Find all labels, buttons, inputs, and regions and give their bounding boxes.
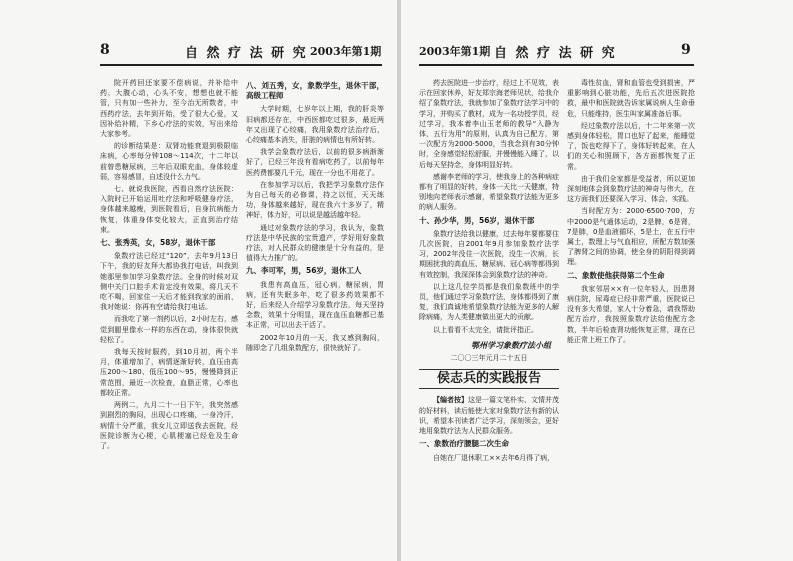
editor-note — [419, 395, 559, 436]
paragraph: 我学会象数疗法后，以前的很多病渐渐好了，已经三年没有看病吃药了，以前每年医药费都要几千元，现在一分也不用花了。 — [246, 148, 384, 177]
issue-label: 2003年第1期 — [419, 45, 491, 58]
right-header — [419, 42, 694, 62]
paragraph: 当时配方为：2000·6500·700，方中2000是气通体运动，2是脾，6是肾，7是肺，0是血液循环，5是土，在五行中属土，数理上与气血相应，所配方数加强了脾肾之间的协调，使全身的阴阳得到调理。 — [567, 207, 695, 267]
paragraph: 大学时期，七岁年以上期，我的肝炎等旧病都还存在，中西医都吃过很多，最近两年又出现了心绞痛，我用象数疗法治疗后，心绞痛基本消失，肝脏的病情也有所好转。 — [246, 105, 384, 145]
section-heading: 一、象数治疗腰腿二次生命 — [419, 439, 509, 449]
paragraph: 我每天按时服药，到10月初，两个半月，体重增加了，病情逐渐好转，血压由高压200～180、低压100～95，慢慢降到正常范围，最近一次检查，血脂正常，心率也都较正常。 — [100, 348, 238, 397]
paragraph: 通过对象数疗法的学习，我认为，象数疗法是中华民族的宝贵遗产，学好用好象数疗法，对人民群众的健康是十分有益的，是值得大力推广的。 — [246, 223, 384, 263]
paragraph: 我患有高血压，冠心病，糖尿病，胃病，还有失眠多年，吃了很多药效果都不好，后来经人介绍学习象数疗法，每天坚持念数，效果十分明显，现在血压血糖都已基本正常，可以出去干活了。 — [246, 280, 384, 330]
section-heading: 九、李可军，男，56岁，退休工人 — [246, 266, 362, 276]
section-heading: 八、刘五秀，女，象数学生，退休干部，高级工程师 — [246, 81, 384, 101]
right-page — [401, 0, 793, 561]
text-column-4 — [567, 78, 695, 548]
paragraph: 以上看看不太完全，请批评指正。 — [433, 325, 538, 334]
paragraph: 两例二，九月二十一日下午，我突然感到剧烈的胸闷，出现心口疼痛，一身冷汗，病情十分严重，我女儿立即送我去医院，经医院诊断为心梗，心肌梗塞已经危及生命了。 — [100, 401, 238, 450]
section-heading: 二、象数使他获得第二个生命 — [567, 270, 665, 280]
text-column-1 — [100, 78, 238, 548]
page-number: 8 — [100, 42, 110, 58]
text-column-2 — [246, 78, 384, 548]
article-title: 侯志兵的实践报告 — [419, 369, 559, 389]
issue-label: 2003年第1期 — [310, 45, 382, 58]
text-column-3 — [419, 78, 559, 548]
signature: 鄂州学习象数疗法小组 — [471, 340, 551, 350]
paragraph: 我家邻居××有一位年轻人，因患肾病住院，尿毒症已经非常严重，医院说已没有多大希望，家人十分着急，请我帮助配方治疗，我按照象数疗法给他配方念数，半年后检查肾功能恢复正常，现在已能正常上班工作了。 — [567, 284, 695, 344]
journal-title: 自 然 疗 法 研 究 — [185, 46, 308, 61]
paragraph: 经过象数疗法以后，十二年来第一次感到身体轻松，胃口也好了起来，能睡觉了，饭也吃得下了，身体好转起来，在人们的关心和照顾下，各方面都恢复了正常。 — [567, 121, 695, 171]
editor-note-text: 这是一篇文笔朴实、文情并茂的好材料，读后能使大家对象数疗法有新的认识，希望本刊读者广泛学习，深刻领会，更好地用象数疗法为人民群众服务。 — [419, 396, 559, 436]
paragraph: 院开药回还家要不偿病说，并补给中药，大腹心动，心头不安，想想也就不能管，只有加一些补力，至今治无所数者，中西药疗法，去年到开始，受了很大心爱，又因补给补精，下乡心疗法的实效，写出来给大家参考。 — [100, 79, 238, 139]
page-number: 9 — [681, 42, 691, 58]
paragraph: 毒性贫血，肾和血管也受到损害，严重影响到心脏功能，先后五次进医院抢救，最中和医院就告诉家属说病人生命垂危，只能维持，医生叫家属准备后事。 — [567, 79, 695, 118]
left-header — [100, 42, 382, 62]
section-heading: 十、孙少华，男，56岁，退休干部 — [419, 215, 535, 225]
paragraph: 七、就说我医院，西看自然疗法医院：入院时已开始运用吐疗法和呼吸健身疗法，身体越来越瘦，到医院看后，自身抗病能力恢复，体重身体变化较大，正直到治疗结束。 — [100, 185, 238, 234]
paragraph: 自她在厂退休职工××去年6月得了病， — [433, 453, 555, 462]
paragraph: 象数疗法给我以健康，过去每年要都要住几次医院，自2001年9月参加象数疗法学习，2002年没住一次医院，没生一次病，长期困扰我的高血压、糖尿病、冠心病等都得到有效控制，我深深体会到象数疗法的神奇。 — [419, 229, 559, 279]
paragraph: 感谢李老师的学习，使我身上的各种病症都有了明显的好转，身体一天比一天健康，特别地向老师表示感谢，希望象数疗法能为更多的病人服务。 — [419, 172, 559, 212]
paragraph: 以上这几位学员都是我们象数班中的学员，他们通过学习象数疗法，身体都得到了康复，我们真诚地希望象数疗法能为更多的人解除病痛，为人类健康做出更大的贡献。 — [419, 282, 559, 322]
section-heading: 七、张秀英，女，58岁，退休干部 — [100, 238, 216, 248]
editor-note-label: 【编者按】 — [433, 396, 468, 405]
paragraph: 在参加学习以后，我把学习象数疗法作为自己每天的必修课，持之以恒，天天练功，身体越来越好，现在我六十多岁了，精神好，体力好，可以说是越活越年轻。 — [246, 180, 384, 220]
paragraph: 药去医院进一步治疗，经过上不见效，表示在回家休养，好友郑宗海老师见状，给我介绍了象数疗法，我就参加了象数疗法学习中的学习，并购买了教材，成为一名功授学员，经过学习，我本着李山玉老师的教导“入静为体，五行为用”的原则，认真为自己配方，第一次配方为2000·5000，当我念到有30分钟时，全身感觉轻松舒服，并慢慢能入睡了，以后每天坚持念，身体明显好转。 — [419, 79, 559, 169]
paragraph: 由于我们全家都是受益者，所以更加深刻地体会到象数疗法的神奇与伟大，在这方面我们还要深入学习、体会、实践。 — [567, 174, 695, 204]
paragraph: 2002年10月的一天，我又感到胸闷，随即念了几组象数配方，很快就好了。 — [246, 333, 384, 352]
header-rule — [419, 64, 694, 66]
paragraph: 的诊断结果是：双肾功能衰退到极限临床病，心率每分钟108～114次，十二年以前曾患糖尿病，三年后双眼充血，身体较虚弱，容易感冒，自述没什么力气。 — [100, 142, 238, 181]
header-rule — [100, 64, 382, 66]
signature-date: 二〇〇三年元月二十五日 — [450, 354, 528, 363]
paragraph: 而我吃了第一剂药以后，2小时左右，感觉到腿里像水一样的东西在动，身体很快就轻松了。 — [100, 315, 238, 344]
journal-title: 自 然 疗 法 研 究 — [494, 46, 617, 61]
paragraph: 象数疗法已经过“120”，去年9月13日下午，我的好友拜大都协我打电话，叫我到她那里参加学习象数疗法。全身的时候对双侧中关门口腔手术肯定没有效果，将几天不吃不喝，回家住一天后才能到我家的面前，我对她说：你再有空请给我打电话。 — [100, 252, 238, 312]
